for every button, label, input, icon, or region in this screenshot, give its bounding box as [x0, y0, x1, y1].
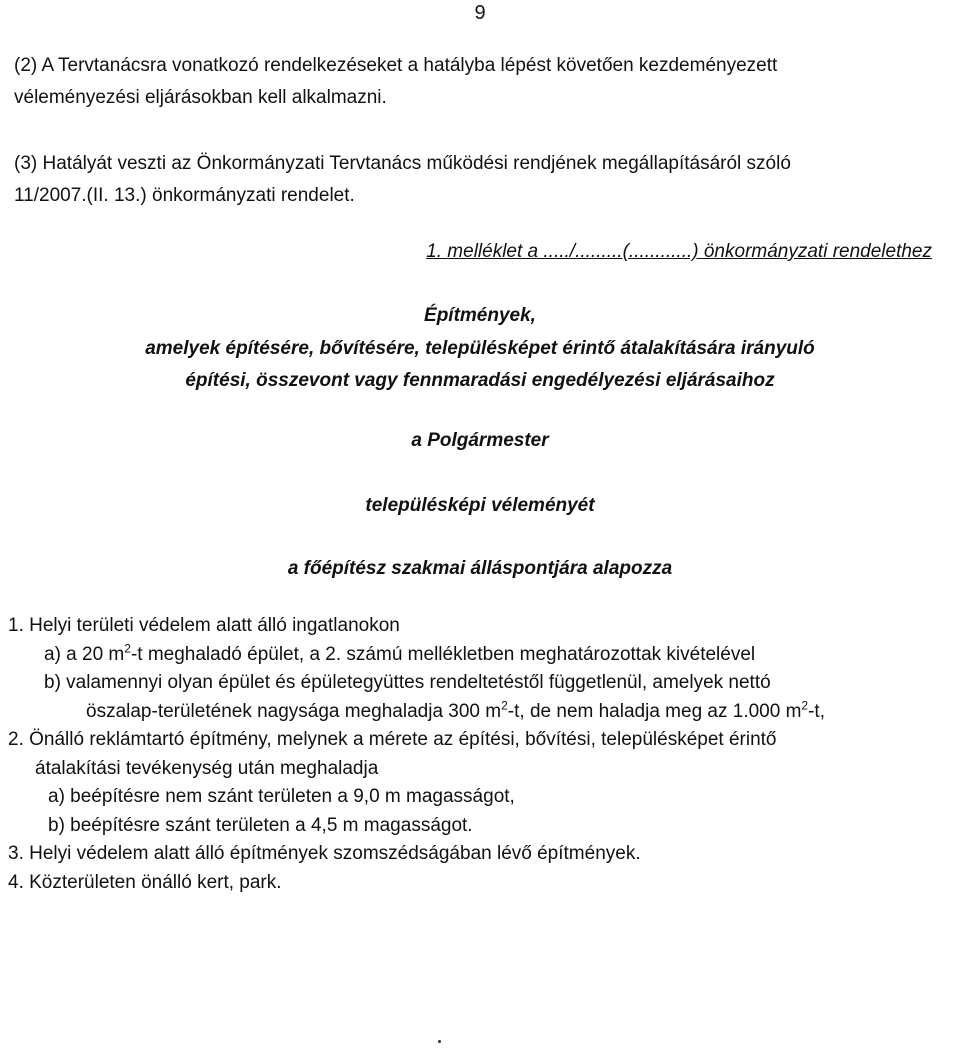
paragraph-2-line-2: véleményezési eljárásokban kell alkalmazni.: [14, 87, 387, 108]
stray-dot: [438, 1040, 441, 1043]
annex-reference: 1. melléklet a ...../.........(............) önkormányzati rendelethez: [426, 241, 932, 262]
paragraph-2: [14, 50, 777, 114]
heading-subtitle-line-1: amelyek építésére, bővítésére, településképet érintő átalakítására irányuló: [145, 338, 815, 359]
list-item-2-line-1: 2. Önálló reklámtartó építmény, melynek a mérete az építési, bővítési, településképet érintő: [8, 729, 777, 750]
heading-title: Építmények,: [424, 305, 536, 326]
heading-basis: a főépítész szakmai álláspontjára alapozza: [287, 558, 673, 579]
list-item-1b-text-a: öszalap-területének nagysága meghaladja 300 m: [86, 700, 502, 722]
page-number: 9: [474, 2, 486, 24]
list-item-2a: a) beépítésre nem szánt területen a 9,0 m magasságot,: [48, 786, 515, 807]
list-item-1a-pre: a) a 20 m: [44, 643, 125, 665]
heading-mayor: a Polgármester: [411, 430, 549, 451]
list-item-1b-text-c: -t,: [808, 700, 825, 722]
paragraph-3-line-1: (3) Hatályát veszti az Önkormányzati Tervtanács működési rendjének megállapításáról szóló: [14, 153, 791, 174]
list-item-1: 1. Helyi területi védelem alatt álló ingatlanokon: [8, 615, 400, 636]
list-item-1b-sup-2: 2: [801, 698, 809, 713]
list-item-1a-post: -t meghaladó épület, a 2. számú mellékletben meghatározottak kivételével: [130, 643, 756, 665]
list-item-3: 3. Helyi védelem alatt álló építmények szomszédságában lévő építmények.: [8, 843, 641, 864]
heading-subtitle: [0, 333, 960, 397]
paragraph-3-line-2: 11/2007.(II. 13.) önkormányzati rendelet.: [14, 185, 355, 206]
paragraph-3: [14, 148, 791, 212]
list-item-2b: b) beépítésre szánt területen a 4,5 m magasságot.: [48, 814, 473, 836]
list-item-1b-sup-1: 2: [501, 698, 508, 713]
paragraph-2-line-1: (2) A Tervtanácsra vonatkozó rendelkezéseket a hatályba lépést követően kezdeményezett: [14, 55, 778, 76]
heading-opinion: településképi véleményét: [365, 495, 595, 516]
building-list: [8, 612, 940, 897]
heading-subtitle-line-2: építési, összevont vagy fennmaradási engedélyezési eljárásaihoz: [185, 370, 775, 391]
list-item-1b-text-b: -t, de nem haladja meg az 1.000 m: [507, 700, 802, 722]
list-item-1a-sup: 2: [124, 641, 131, 656]
list-item-1b-line-1: b) valamennyi olyan épület és épületegyüttes rendeltetéstől függetlenül, amelyek nettó: [44, 672, 771, 693]
list-item-4: 4. Közterületen önálló kert, park.: [8, 871, 282, 893]
list-item-1a: [8, 641, 940, 670]
list-item-2-line-2: átalakítási tevékenység után meghaladja: [35, 757, 379, 779]
list-item-1b-line-2: [8, 698, 940, 727]
